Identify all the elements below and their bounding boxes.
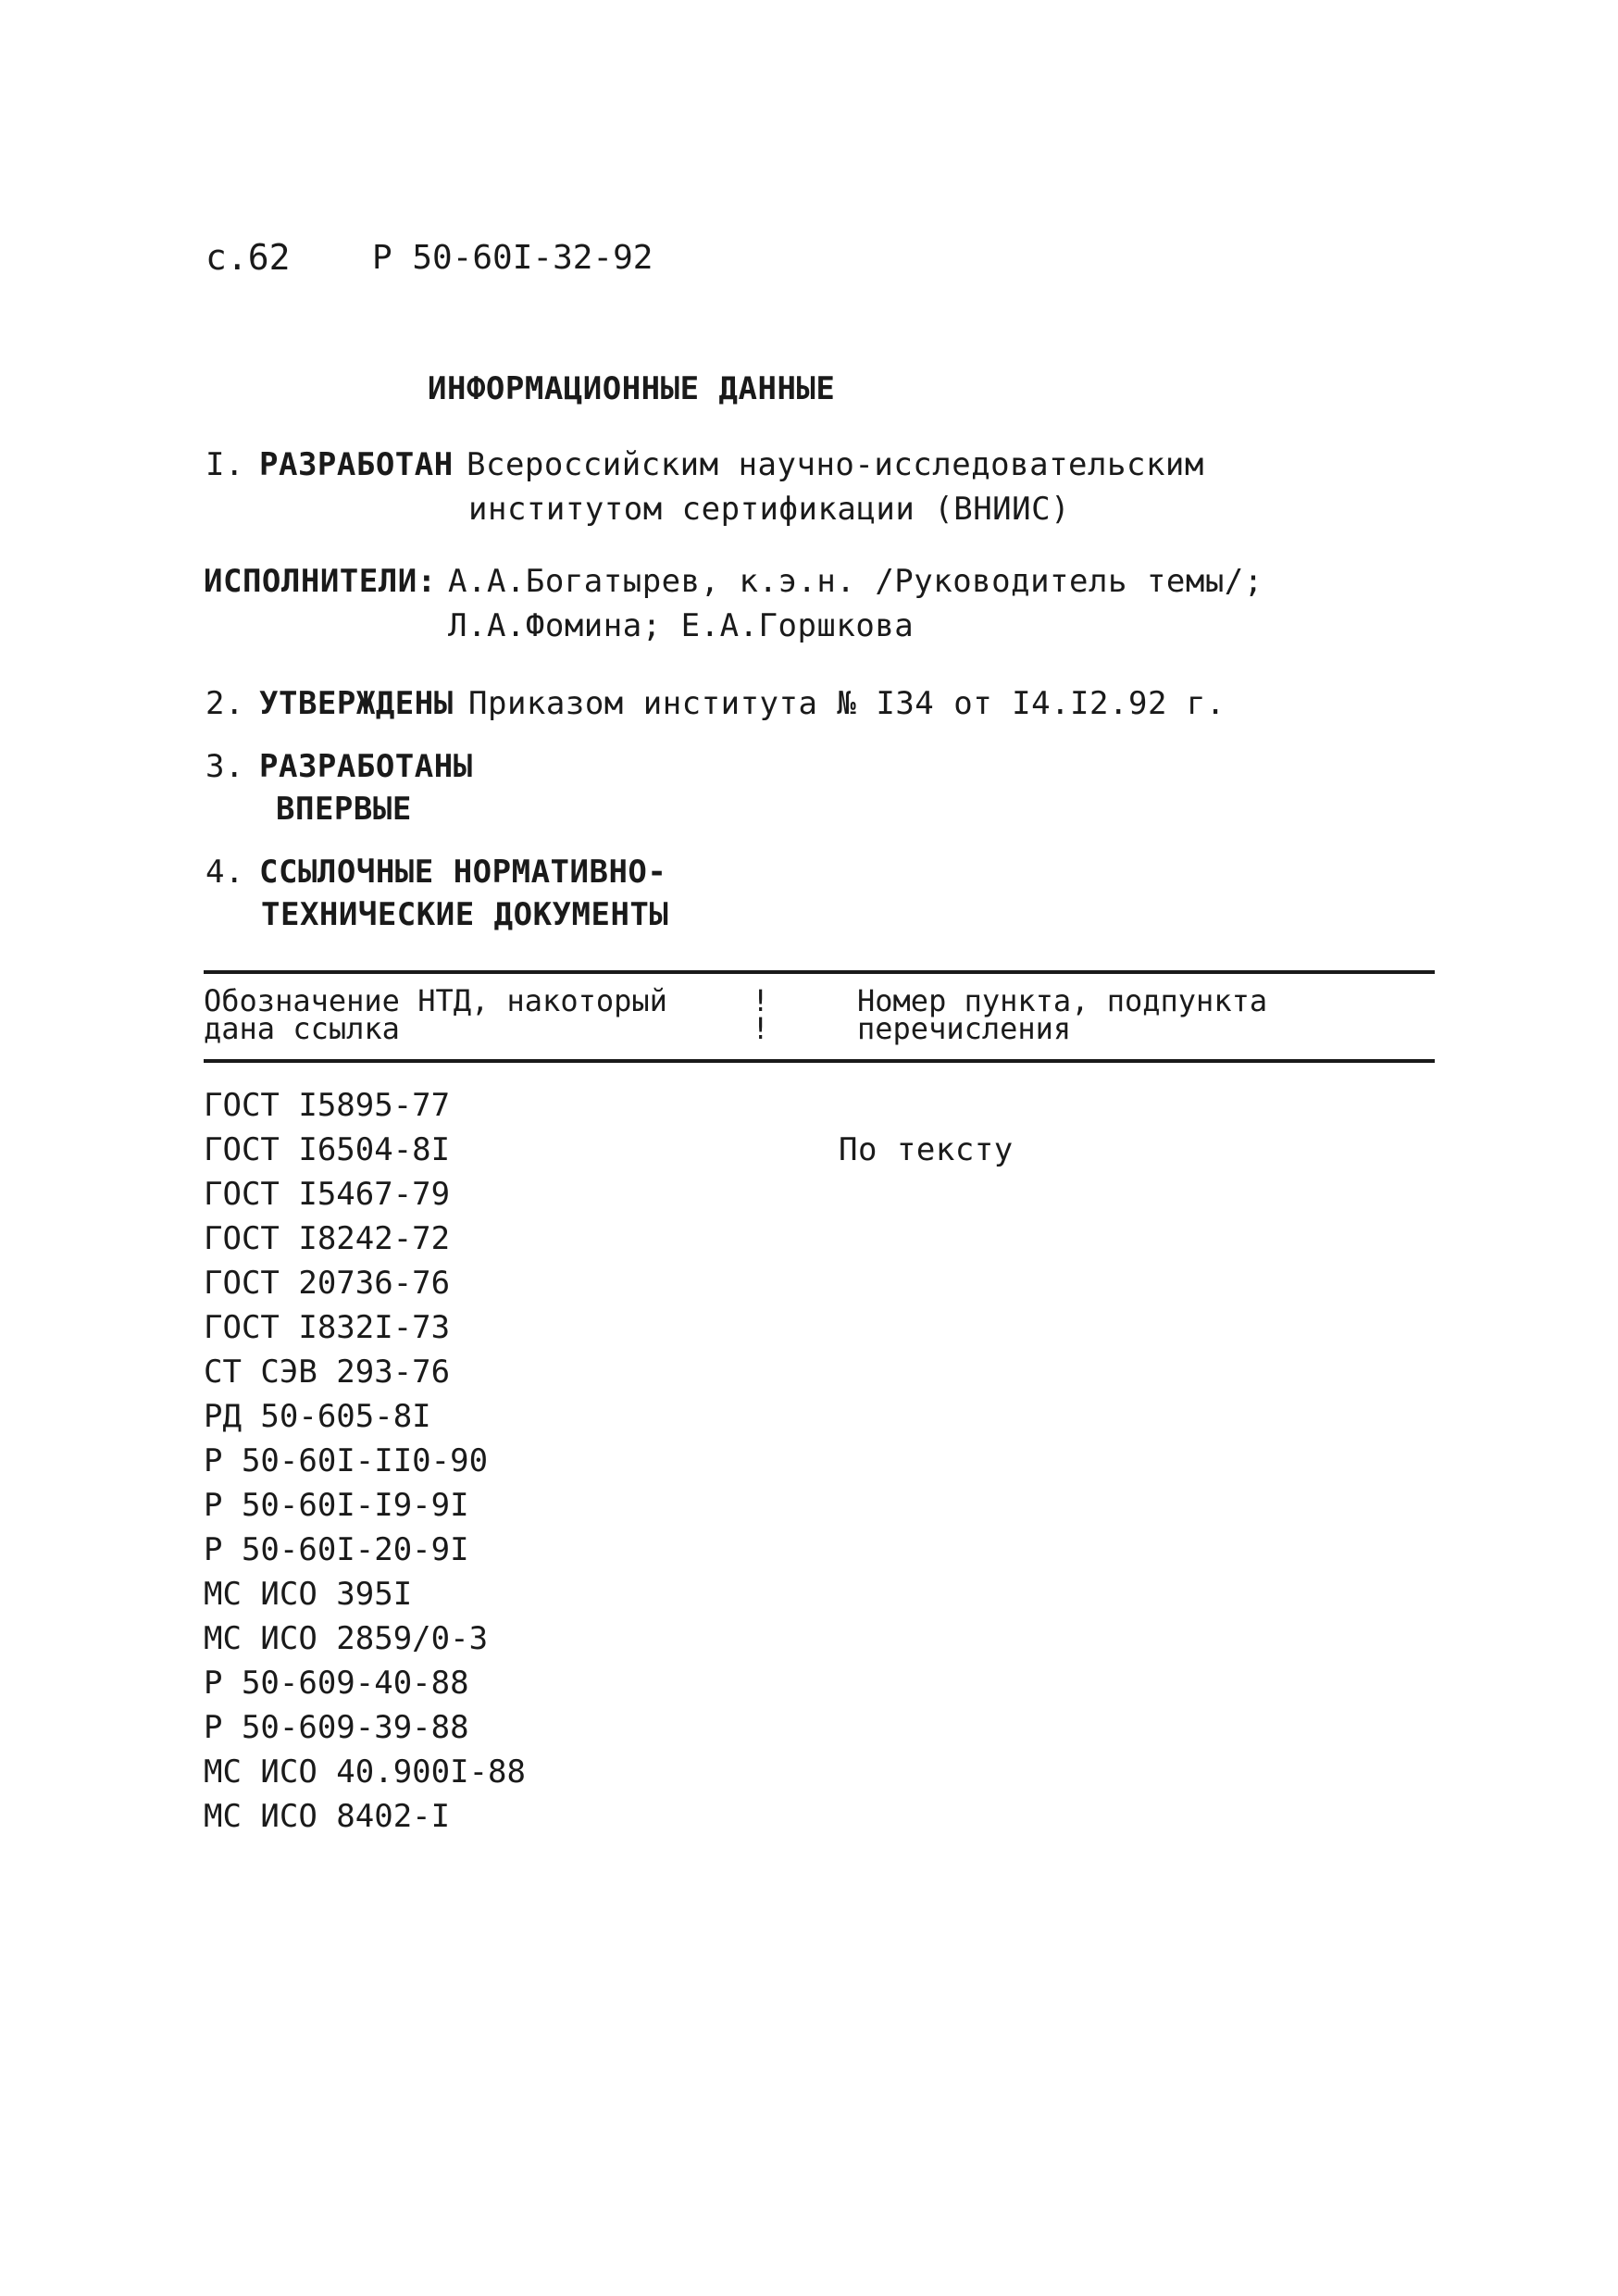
reference-note: По тексту — [839, 1131, 1014, 1168]
table-row: ГОСТ I832I-73 — [204, 1309, 451, 1346]
table-row: РД 50-605-8I — [204, 1398, 431, 1435]
executors-line2: Л.А.Фомина; Е.А.Горшкова — [448, 607, 915, 644]
table-row: МС ИСО 395I — [204, 1576, 413, 1613]
table-row: ГОСТ I5895-77 — [204, 1087, 451, 1124]
section-2-text: Приказом института № I34 от I4.I2.92 г. — [468, 685, 1226, 722]
table-col2-header-line1: Номер пункта, подпункта — [857, 983, 1268, 1018]
table-row: Р 50-609-39-88 — [204, 1709, 469, 1746]
table-row: Р 50-609-40-88 — [204, 1665, 469, 1702]
table-row: ГОСТ I5467-79 — [204, 1176, 451, 1213]
section-3-number: 3. — [205, 748, 244, 785]
section-4-line1: ССЫЛОЧНЫЕ НОРМАТИВНО- — [259, 854, 667, 891]
table-col1-header-line1: Обозначение НТД, накоторый — [204, 983, 667, 1018]
table-row: ГОСТ I6504-8I — [204, 1131, 451, 1168]
table-row: МС ИСО 40.900I-88 — [204, 1753, 526, 1791]
table-row: ГОСТ 20736-76 — [204, 1265, 451, 1302]
table-column-separator: ! — [752, 983, 770, 1018]
page-number: с.62 — [205, 237, 291, 278]
section-2-label: УТВЕРЖДЕНЫ — [259, 685, 454, 722]
table-row: ГОСТ I8242-72 — [204, 1220, 451, 1257]
table-row: Р 50-60I-I9-9I — [204, 1487, 469, 1524]
section-2-number: 2. — [205, 685, 244, 722]
table-row: МС ИСО 8402-I — [204, 1798, 451, 1835]
section-3-line1: РАЗРАБОТАНЫ — [259, 748, 473, 785]
table-header-rule — [204, 1059, 1435, 1063]
section-4-line2: ТЕХНИЧЕСКИЕ ДОКУМЕНТЫ — [261, 896, 669, 933]
section-3-line2: ВПЕРВЫЕ — [276, 791, 412, 828]
section-1-text-line1: Всероссийским научно-исследовательским — [467, 446, 1204, 483]
table-top-rule — [204, 970, 1435, 974]
table-col1-header-line2: дана ссылка — [204, 1011, 400, 1046]
section-1-label: РАЗРАБОТАН — [259, 446, 454, 483]
table-row: СТ СЭВ 293-76 — [204, 1354, 451, 1391]
table-col2-header-line2: перечисления — [857, 1011, 1072, 1046]
table-column-separator: ! — [752, 1011, 770, 1046]
table-row: МС ИСО 2859/0-3 — [204, 1620, 489, 1657]
section-1-number: I. — [205, 446, 244, 483]
table-row: Р 50-60I-20-9I — [204, 1531, 469, 1568]
section-4-number: 4. — [205, 854, 244, 891]
page-title: ИНФОРМАЦИОННЫЕ ДАННЫЕ — [428, 370, 836, 407]
table-row: Р 50-60I-II0-90 — [204, 1442, 489, 1479]
document-code: Р 50-60I-32-92 — [372, 239, 653, 277]
executors-label: ИСПОЛНИТЕЛИ: — [204, 563, 437, 600]
section-1-text-line2: институтом сертификации (ВНИИС) — [468, 491, 1071, 528]
executors-line1: А.А.Богатырев, к.э.н. /Руководитель темы/; — [448, 563, 1263, 600]
